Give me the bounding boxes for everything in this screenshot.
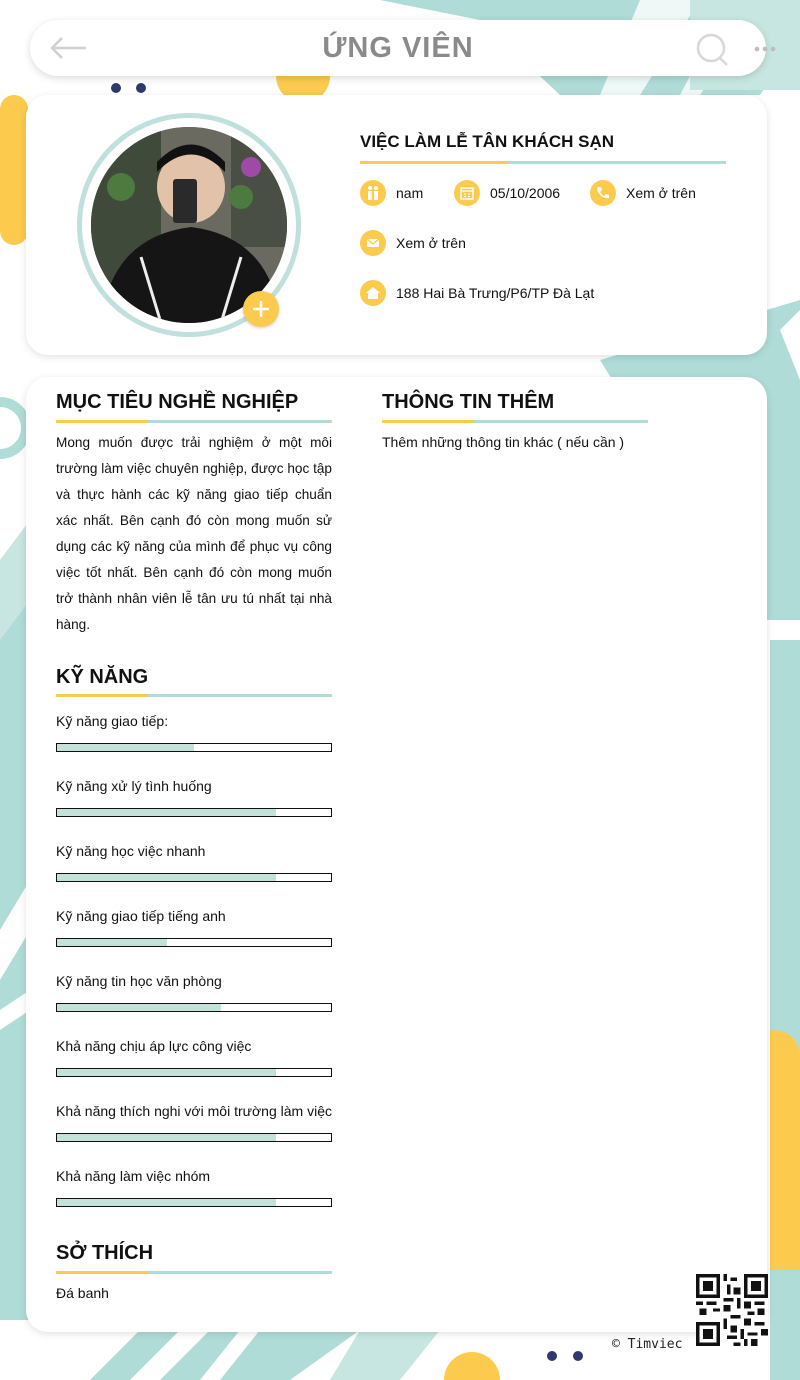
objective-underline: [148, 420, 332, 423]
skill-bar: [56, 1003, 332, 1012]
copyright: © Timviec: [612, 1337, 683, 1352]
address-value: 188 Hai Bà Trưng/P6/TP Đà Lạt: [396, 285, 595, 301]
phone-icon: [590, 180, 616, 206]
job-title: VIỆC LÀM LỄ TÂN KHÁCH SẠN: [360, 132, 615, 151]
calendar-icon: [454, 180, 480, 206]
email-icon: [360, 230, 386, 256]
skill-bar-fill: [57, 1069, 276, 1076]
skill-label: Kỹ năng giao tiếp:: [56, 713, 169, 729]
hobbies-underline: [148, 1271, 332, 1274]
skill-label: Kỹ năng xử lý tình huống: [56, 778, 212, 794]
skill-bar-fill: [57, 744, 194, 751]
skills-underline-accent: [56, 694, 148, 697]
skill-bar-fill: [57, 1199, 276, 1206]
skill-bar: [56, 1068, 332, 1077]
gender-row: [360, 180, 423, 206]
objective-title: MỤC TIÊU NGHỀ NGHIỆP: [56, 391, 299, 413]
add-photo-button[interactable]: [243, 291, 279, 327]
address-row: [360, 280, 594, 306]
extra-info-title: THÔNG TIN THÊM: [382, 391, 555, 413]
phone-value: Xem ở trên: [626, 185, 696, 201]
email-row: [360, 230, 466, 256]
qr-code: [696, 1274, 768, 1346]
hobbies-underline-accent: [56, 1271, 148, 1274]
more-options-icon[interactable]: [752, 44, 778, 54]
extra-info-underline: [474, 420, 648, 423]
page-title: ỨNG VIÊN: [322, 32, 474, 64]
skill-bar: [56, 1133, 332, 1142]
skill-label: Kỹ năng tin học văn phòng: [56, 973, 222, 989]
extra-info-text: Thêm những thông tin khác ( nếu cần ): [382, 434, 625, 450]
objective-text: Mong muốn được trải nghiệm ở một môi trường làm việc chuyên nghiệp, được học tập và thực hành các kỹ năng giao tiếp chuẩn xác nhất. Bên cạnh đó còn mong muốn sử dụng các kỹ năng của mình để phục vụ công việc tốt nhất. Bên cạnh đó còn mong muốn trở thành nhân viên lễ tân ưu tú nhất tại nhà hàng.: [56, 435, 332, 632]
skill-label: Khả năng thích nghi với môi trường làm việc: [56, 1103, 332, 1119]
skill-bar-fill: [57, 1134, 276, 1141]
search-icon[interactable]: [694, 31, 730, 67]
skills-title: KỸ NĂNG: [56, 666, 149, 688]
hobbies-text: Đá banh: [56, 1285, 109, 1301]
skill-bar: [56, 1198, 332, 1207]
email-value: Xem ở trên: [396, 235, 466, 251]
skill-label: Kỹ năng giao tiếp tiếng anh: [56, 908, 226, 924]
top-bar: [30, 20, 766, 76]
job-title-underline: [508, 161, 726, 164]
skill-bar: [56, 808, 332, 817]
extra-info-underline-accent: [382, 420, 474, 423]
gender-icon: [360, 180, 386, 206]
hobbies-title: SỞ THÍCH: [56, 1242, 154, 1264]
skill-label: Khả năng làm việc nhóm: [56, 1168, 211, 1184]
skill-label: Kỹ năng học việc nhanh: [56, 843, 206, 859]
skill-bar-fill: [57, 1004, 221, 1011]
home-icon: [360, 280, 386, 306]
skill-bar-fill: [57, 874, 276, 881]
birthday-value: 05/10/2006: [490, 185, 561, 201]
skill-bar: [56, 873, 332, 882]
job-title-underline-accent: [360, 161, 508, 164]
objective-underline-accent: [56, 420, 148, 423]
skill-bar-fill: [57, 809, 276, 816]
phone-row: [590, 180, 696, 206]
skill-bar: [56, 743, 332, 752]
skill-bar: [56, 938, 332, 947]
gender-value: nam: [396, 185, 424, 201]
skills-underline: [148, 694, 332, 697]
skill-label: Khả năng chịu áp lực công việc: [56, 1038, 252, 1054]
skill-bar-fill: [57, 939, 167, 946]
birthday-row: [454, 180, 560, 206]
plus-icon: [243, 291, 279, 327]
